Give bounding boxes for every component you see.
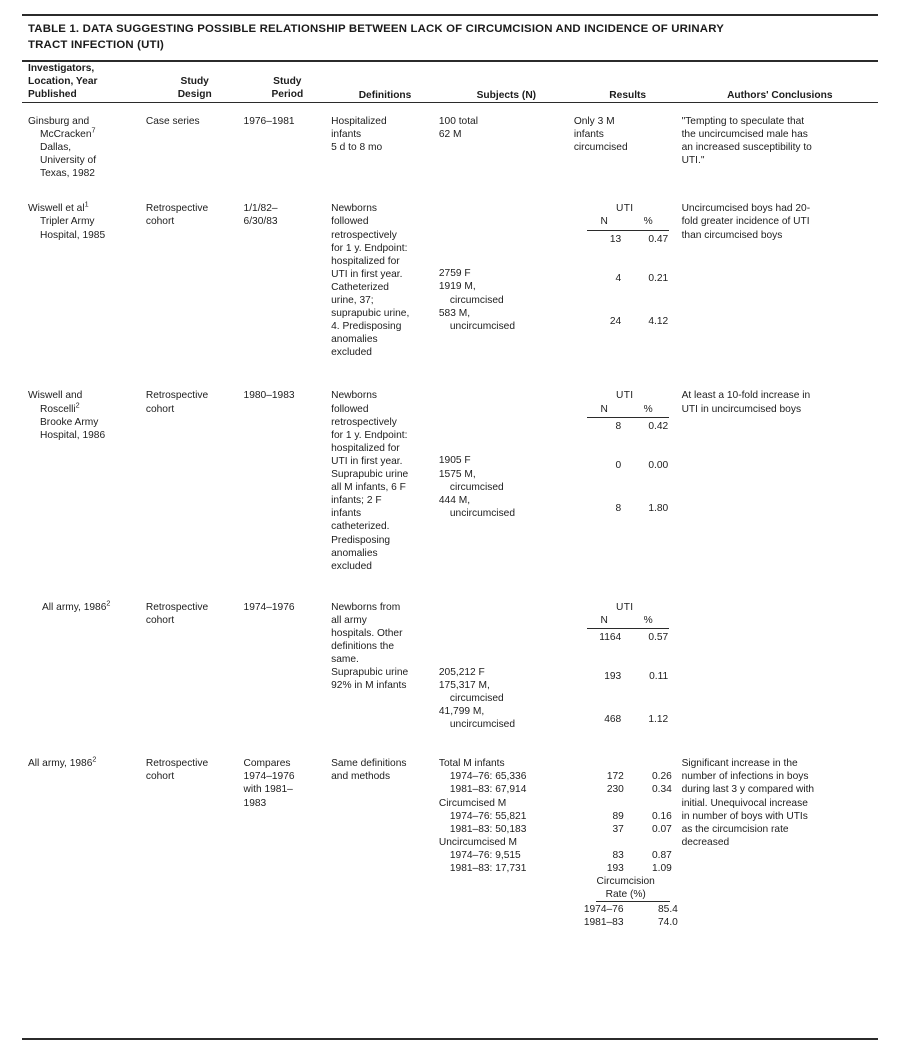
study-design-line: Case series — [145, 115, 200, 127]
subject-line: 1974–76: 55,821 — [449, 810, 527, 822]
results-pct-label: % — [643, 403, 653, 415]
conclusion-line: UTI in uncircumcised boys — [681, 403, 802, 415]
results-value-row — [574, 233, 682, 246]
reference-superscript: 2 — [106, 598, 111, 608]
definition-line: urine, 37; — [331, 295, 374, 307]
results-n-value: 0 — [615, 459, 622, 471]
subject-line: 205,212 F — [438, 666, 485, 678]
study-design-line: Retrospective — [145, 601, 209, 613]
cell-results — [574, 102, 682, 180]
results-pct-value: 0.07 — [652, 823, 672, 835]
study-design-line: cohort — [145, 771, 175, 783]
header-investigators-line-2: Location, Year — [28, 76, 98, 88]
conclusion-line: "Tempting to speculate that — [681, 115, 805, 127]
results-pct-label: % — [643, 614, 653, 626]
results-pct-value: 0.42 — [648, 420, 669, 432]
subject-line: 583 M, — [438, 307, 471, 319]
results-rule — [587, 417, 669, 418]
results-n-value: 37 — [612, 823, 624, 835]
definition-line: 5 d to 8 mo — [331, 142, 383, 154]
study-period-line: 1974–1976 — [243, 771, 295, 783]
results-pct-value: 0.00 — [648, 459, 669, 471]
results-value-row — [574, 459, 682, 472]
study-period-line: Compares — [243, 758, 291, 770]
cell-study-design — [146, 359, 244, 572]
column-header-conclusions — [682, 62, 878, 102]
data-table — [22, 62, 878, 929]
cell-conclusions — [682, 359, 878, 572]
cell-conclusions — [682, 180, 878, 359]
table-body — [22, 102, 878, 929]
study-design-line: cohort — [145, 216, 175, 228]
conclusion-line: UTI." — [681, 155, 705, 167]
circumcision-rate-value: 85.4 — [658, 904, 678, 916]
subject-line: 1575 M, — [438, 468, 476, 480]
results-pct-value: 1.12 — [648, 714, 669, 726]
results-pct-value: 0.47 — [648, 233, 669, 245]
column-header-study-period — [244, 62, 332, 102]
definition-line: hospitalized for — [331, 442, 400, 454]
cell-investigators — [22, 573, 146, 731]
definition-line: Newborns — [331, 390, 378, 402]
results-uti-label: UTI — [616, 601, 634, 613]
subject-line: 175,317 M, — [438, 679, 490, 691]
cell-investigators — [22, 731, 146, 929]
results-n-value: 172 — [606, 771, 624, 783]
table-title-line-1: TABLE 1. DATA SUGGESTING POSSIBLE RELATIONSHIP BETWEEN LACK OF CIRCUMCISION AND INCIDENCE OF URINARY — [28, 23, 724, 35]
subject-line: circumcised — [449, 481, 504, 493]
investigator-line: Dallas, — [40, 142, 72, 154]
header-subjects-text: Subjects (N) — [476, 89, 537, 101]
conclusion-line: as the circumcision rate — [681, 823, 789, 835]
results-value-row — [574, 862, 682, 875]
study-design-line: Retrospective — [145, 758, 209, 770]
conclusion-line: initial. Unequivocal increase — [681, 797, 808, 809]
results-value-row — [574, 631, 682, 644]
cell-study-period — [244, 731, 332, 929]
subject-line: uncircumcised — [449, 507, 516, 519]
cell-study-period — [244, 102, 332, 180]
circumcision-rate-rule — [596, 901, 670, 902]
reference-superscript: 7 — [91, 125, 96, 135]
table-row — [22, 359, 878, 572]
cell-study-period — [244, 359, 332, 572]
investigator-line: Hospital, 1985 — [40, 229, 106, 241]
subject-line: 1981–83: 67,914 — [449, 784, 527, 796]
subject-group-label: Total M infants — [438, 758, 505, 770]
results-n-value: 89 — [612, 810, 624, 822]
cell-definitions — [331, 102, 439, 180]
header-conclusions-text: Authors' Conclusions — [727, 89, 833, 101]
circumcision-rate-period: 1981–83 — [583, 917, 624, 929]
definition-line: and methods — [331, 771, 391, 783]
definition-line: anomalies — [331, 547, 378, 559]
definition-line: infants — [331, 128, 362, 140]
column-header-subjects — [439, 62, 574, 102]
cell-definitions — [331, 573, 439, 731]
results-n-value: 230 — [606, 784, 624, 796]
results-rule — [587, 628, 669, 629]
results-value-row — [574, 272, 682, 285]
conclusion-line: At least a 10-fold increase in — [681, 390, 811, 402]
header-study-design-line-2: Design — [177, 89, 212, 101]
circumcision-rate-row — [574, 916, 682, 929]
results-n-value: 13 — [609, 233, 622, 245]
results-subheader — [574, 614, 682, 627]
definition-line: retrospectively — [331, 416, 397, 428]
results-pct-value: 0.87 — [652, 849, 672, 861]
subject-line: uncircumcised — [449, 719, 516, 731]
cell-study-design — [146, 102, 244, 180]
results-pct-value: 1.09 — [652, 863, 672, 875]
cell-study-period — [244, 573, 332, 731]
header-definitions-text: Definitions — [358, 89, 412, 101]
table-row — [22, 573, 878, 731]
cell-investigators — [22, 359, 146, 572]
results-n-label: N — [600, 403, 608, 415]
results-value-row — [574, 315, 682, 328]
subject-line: 62 M — [438, 128, 462, 140]
subject-line: 1981–83: 17,731 — [449, 863, 527, 875]
subject-line: 1974–76: 65,336 — [449, 771, 527, 783]
results-pct-label: % — [643, 216, 653, 228]
table-row — [22, 102, 878, 180]
results-line: Only 3 M — [573, 115, 615, 127]
definition-line: Newborns from — [331, 601, 401, 613]
definition-line: retrospectively — [331, 229, 397, 241]
definition-line: Suprapubic urine — [331, 469, 409, 481]
subject-line: 41,799 M, — [438, 706, 485, 718]
header-study-design-line-1: Study — [180, 76, 209, 88]
study-period-line: 1976–1981 — [243, 115, 295, 127]
circumcision-rate-title-line-1: Circumcision — [596, 876, 655, 888]
definition-line: infants — [331, 508, 362, 520]
study-period-line: 1/1/82– — [243, 203, 278, 215]
cell-subjects — [439, 359, 574, 572]
results-line: infants — [573, 128, 604, 140]
definition-line: definitions the — [331, 641, 395, 653]
conclusion-line: during last 3 y compared with — [681, 784, 815, 796]
table-row — [22, 731, 878, 929]
results-line: circumcised — [573, 142, 628, 154]
definition-line: Suprapubic urine — [331, 667, 409, 679]
results-n-value: 468 — [604, 714, 622, 726]
circumcision-rate-row — [574, 903, 682, 916]
definition-line: same. — [331, 654, 359, 666]
investigator-line: University of — [40, 155, 97, 167]
definition-line: 92% in M infants — [331, 680, 407, 692]
cell-results — [574, 180, 682, 359]
investigator-line: Wiswell et $al^1$ — [28, 199, 89, 215]
investigator-line: All army, 1986$^2$ — [42, 598, 111, 613]
subject-line: 1981–83: 50,183 — [449, 823, 527, 835]
subject-line: 1974–76: 9,515 — [449, 849, 521, 861]
conclusion-line: number of infections in boys — [681, 771, 809, 783]
results-pct-value: 0.21 — [648, 272, 669, 284]
investigator-line: Texas, 1982 — [40, 168, 95, 180]
definition-line: Predisposing — [331, 534, 391, 546]
results-n-value: 4 — [615, 272, 622, 284]
cell-study-design — [146, 731, 244, 929]
definition-line: for 1 y. Endpoint: — [331, 242, 408, 254]
definition-line: all M infants, 6 F — [331, 482, 406, 494]
results-subheader — [574, 215, 682, 228]
definition-line: excluded — [331, 347, 372, 359]
results-subheader — [574, 403, 682, 416]
results-value-row — [574, 713, 682, 726]
results-n-label: N — [600, 614, 608, 626]
results-n-value: 193 — [604, 671, 622, 683]
results-pct-value: 0.11 — [649, 671, 669, 683]
results-n-value: 193 — [606, 863, 624, 875]
cell-conclusions — [682, 731, 878, 929]
definition-line: hospitalized for — [331, 255, 400, 267]
definition-line: infants; 2 F — [331, 495, 382, 507]
header-row — [22, 62, 878, 102]
definition-line: Newborns — [331, 203, 378, 215]
results-rule — [587, 230, 669, 231]
header-results-text: Results — [609, 89, 647, 101]
header-study-period-line-1: Study — [273, 76, 302, 88]
study-period-line: 1974–1976 — [243, 601, 295, 613]
reference-superscript: 2 — [92, 754, 97, 764]
definition-line: all army — [331, 614, 367, 626]
definition-line: followed — [331, 216, 369, 228]
header-investigators-line-1: Investigators, — [28, 63, 95, 74]
subject-line: uncircumcised — [449, 320, 516, 332]
definition-line: catheterized. — [331, 521, 390, 533]
subject-group-label: Uncircumcised M — [438, 836, 518, 848]
cell-study-period — [244, 180, 332, 359]
study-design-line: Retrospective — [145, 390, 209, 402]
subject-line: 444 M, — [438, 494, 471, 506]
definition-line: anomalies — [331, 334, 378, 346]
cell-subjects — [439, 180, 574, 359]
results-value-row — [574, 420, 682, 433]
results-n-value: 8 — [615, 420, 622, 432]
circumcision-rate-period: 1974–76 — [583, 904, 624, 916]
results-value-row — [574, 670, 682, 683]
conclusion-line: in number of boys with UTIs — [681, 810, 808, 822]
investigator-line: Tripler Army — [40, 216, 95, 228]
definition-line: UTI in first year. — [331, 455, 403, 467]
subject-group-label: Circumcised M — [438, 797, 507, 809]
conclusion-line: fold greater incidence of UTI — [681, 216, 810, 228]
cell-investigators — [22, 180, 146, 359]
results-pct-value: 0.26 — [652, 771, 672, 783]
reference-superscript: 2 — [75, 400, 80, 410]
definition-line: Catheterized — [331, 281, 389, 293]
conclusion-line: Uncircumcised boys had 20- — [681, 203, 811, 215]
conclusion-line: than circumcised boys — [681, 229, 783, 241]
results-uti-label: UTI — [616, 390, 634, 402]
cell-results — [574, 359, 682, 572]
cell-study-design — [146, 573, 244, 731]
results-value-row — [574, 823, 682, 836]
study-design-line: Retrospective — [145, 203, 209, 215]
cell-subjects — [439, 573, 574, 731]
header-investigators-line-3: Published — [28, 89, 77, 101]
subject-line: 1905 F — [438, 455, 471, 467]
reference-superscript: 1 — [84, 199, 89, 209]
definition-line: UTI in first year. — [331, 268, 403, 280]
circumcision-rate-title-line-2: Rate (%) — [605, 889, 646, 901]
results-pct-value: 0.57 — [648, 631, 669, 643]
results-uti-label: UTI — [616, 203, 634, 215]
study-design-line: cohort — [145, 403, 175, 415]
table-header — [22, 62, 878, 102]
definition-line: followed — [331, 403, 369, 415]
results-pct-value: 1.80 — [648, 502, 669, 514]
cell-conclusions — [682, 102, 878, 180]
cell-results — [574, 573, 682, 731]
table-title — [22, 16, 878, 62]
results-n-value: 1164 — [599, 631, 622, 643]
study-period-line: 1983 — [243, 797, 267, 809]
results-value-row — [574, 849, 682, 862]
conclusion-line: Significant increase in the — [681, 758, 798, 770]
conclusion-line: the uncircumcised male has — [681, 128, 808, 140]
investigator-line: McCracken$^7$ — [40, 125, 96, 140]
cell-subjects — [439, 731, 574, 929]
cell-definitions — [331, 180, 439, 359]
header-study-period-line-2: Period — [271, 89, 304, 101]
results-n-value: 83 — [612, 849, 624, 861]
study-period-line: with 1981– — [243, 784, 293, 796]
investigator-line: Hospital, 1986 — [40, 429, 106, 441]
investigator-line: Brooke Army — [40, 416, 99, 428]
results-pct-value: 0.34 — [652, 784, 672, 796]
results-n-label: N — [600, 216, 608, 228]
results-value-row — [574, 770, 682, 783]
results-n-value: 24 — [609, 315, 622, 327]
definition-line: suprapubic urine, — [331, 308, 410, 320]
study-period-line: 6/30/83 — [243, 216, 278, 228]
cell-investigators — [22, 102, 146, 180]
results-value-row — [574, 783, 682, 796]
definition-line: excluded — [331, 560, 372, 572]
circumcision-rate-value: 74.0 — [658, 917, 678, 929]
subject-line: circumcised — [449, 692, 504, 704]
subject-line: circumcised — [449, 294, 504, 306]
investigator-line: Roscelli$^2$ — [40, 400, 80, 415]
investigator-line: Ginsburg and — [28, 115, 90, 127]
results-pct-value: 0.16 — [652, 810, 672, 822]
cell-definitions — [331, 359, 439, 572]
definition-line: Hospitalized — [331, 115, 387, 127]
cell-definitions — [331, 731, 439, 929]
subject-line: 1919 M, — [438, 281, 476, 293]
investigator-line: All army, 1986$^2$ — [28, 754, 97, 770]
column-header-results — [574, 62, 682, 102]
study-period-line: 1980–1983 — [243, 390, 295, 402]
column-header-investigators — [22, 62, 146, 102]
column-header-study-design — [146, 62, 244, 102]
table-row — [22, 180, 878, 359]
results-pct-value: 4.12 — [648, 315, 669, 327]
conclusion-line: decreased — [681, 836, 730, 848]
results-value-row — [574, 502, 682, 515]
table-1 — [22, 14, 878, 1040]
column-header-definitions — [331, 62, 439, 102]
results-n-value: 8 — [615, 502, 622, 514]
subject-line: 2759 F — [438, 268, 471, 280]
conclusion-line: an increased susceptibility to — [681, 142, 812, 154]
subject-line: 100 total — [438, 115, 478, 127]
cell-study-design — [146, 180, 244, 359]
definition-line: Same definitions — [331, 758, 407, 770]
cell-results — [574, 731, 682, 929]
definition-line: hospitals. Other — [331, 627, 403, 639]
definition-line: for 1 y. Endpoint: — [331, 429, 408, 441]
cell-conclusions — [682, 573, 878, 731]
definition-line: 4. Predisposing — [331, 321, 402, 333]
investigator-line: Wiswell and — [28, 390, 83, 402]
cell-subjects — [439, 102, 574, 180]
results-value-row — [574, 810, 682, 823]
study-design-line: cohort — [145, 614, 175, 626]
table-title-line-2: TRACT INFECTION (UTI) — [28, 38, 165, 51]
